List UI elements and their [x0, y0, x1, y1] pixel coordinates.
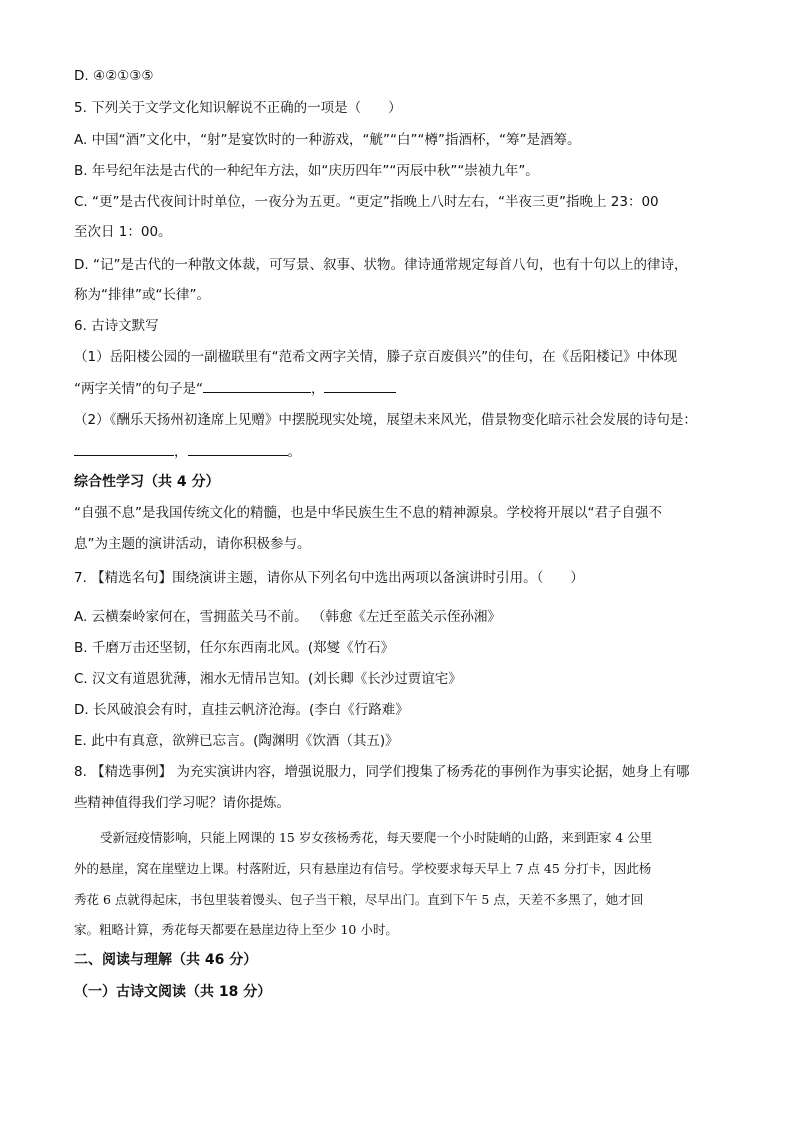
q7-option-d: D. 长风破浪会有时，直挂云帆济沧海。(李白《行路难》 — [74, 702, 409, 718]
passage-line3: 秀花 6 点就得起床，书包里装着馒头、包子当干粮，尽早出门。直到下午 5 点，天差不多黑了，她才回 — [74, 892, 644, 907]
passage-line2: 外的悬崖，窝在崖壁边上课。村落附近，只有悬崖边有信号。学校要求每天早上 7 点 45 分打卡，因此杨 — [74, 861, 652, 876]
q6-part1-line2 — [74, 378, 396, 399]
q7-option-c: C. 汉文有道恩犹薄，湘水无情吊岂知。(刘长卿《长沙过贾谊宅》 — [74, 671, 462, 687]
q5-option-c-line1: C. “更”是古代夜间计时单位，一夜分为五更。“更定”指晚上八时左右，“半夜三更”指晚上 23：00 — [74, 194, 659, 210]
q7-option-e: E. 此中有真意，欲辨已忘言。(陶渊明《饮酒（其五)》 — [74, 733, 399, 749]
section-heading-reading: 二、阅读与理解（共 46 分） — [74, 952, 258, 968]
q5-option-c-line2: 至次日 1：00。 — [74, 224, 172, 240]
q4-option-d: D. ④②①③⑤ — [74, 68, 154, 84]
q7-option-a: A. 云横秦岭家何在，雪拥蓝关马不前。 （韩愈《左迁至蓝关示侄孙湘》 — [74, 609, 501, 625]
q6-stem: 6. 古诗文默写 — [74, 318, 159, 334]
q5-option-d-line1: D. “记”是古代的一种散文体裁，可写景、叙事、状物。律诗通常规定每首八句，也有十句以上的律诗， — [74, 257, 688, 273]
q7-option-b: B. 千磨万击还坚韧，任尔东西南北风。(郑燮《竹石》 — [74, 640, 395, 656]
q6-part1-separator: ， — [310, 381, 325, 397]
subsection-heading-poetry: （一）古诗文阅读（共 18 分） — [74, 984, 272, 1000]
q6-part1-prefix: “两字关情”的句子是“ — [74, 381, 203, 397]
q5-option-d-line2: 称为“排律”或“长律”。 — [74, 287, 210, 303]
section-heading-comprehensive: 综合性学习（共 4 分） — [74, 474, 220, 490]
q6-part2-end: 。 — [287, 444, 301, 460]
answer-blank[interactable] — [74, 441, 174, 456]
q8-stem-line2: 些精神值得我们学习呢？请你提炼。 — [74, 795, 290, 811]
intro-line2: 息”为主题的演讲活动，请你积极参与。 — [74, 536, 311, 552]
intro-line1: “自强不息”是我国传统文化的精髓，也是中华民族生生不息的精神源泉。学校将开展以“君子自强不 — [74, 505, 662, 521]
q8-stem-line1: 8. 【精选事例】 为充实演讲内容，增强说服力，同学们搜集了杨秀花的事例作为事实论据，她身上有哪 — [74, 764, 690, 780]
q6-part2-line2 — [74, 441, 301, 462]
q6-part1-line1: （1）岳阳楼公园的一副楹联里有“范希文两字关情，滕子京百废俱兴”的佳句，在《岳阳楼记》中体现 — [74, 349, 678, 365]
q6-part2-separator: ， — [174, 444, 188, 460]
q5-option-b: B. 年号纪年法是古代的一种纪年方法，如“庆历四年”“丙辰中秋”“崇祯九年”。 — [74, 163, 539, 179]
passage-line4: 家。粗略计算，秀花每天都要在悬崖边待上至少 10 小时。 — [74, 922, 398, 937]
q5-option-a: A. 中国“酒”文化中，“射”是宴饮时的一种游戏，“觥”“白”“樽”指酒杯，“筹”是酒筹。 — [74, 132, 581, 148]
passage-line1: 受新冠疫情影响，只能上网课的 15 岁女孩杨秀花，每天要爬一个小时陡峭的山路，来到距家 4 公里 — [100, 830, 653, 845]
answer-blank[interactable] — [324, 378, 396, 393]
q6-part2-line1: （2）《酬乐天扬州初逢席上见赠》中摆脱现实处境，展望未来风光，借景物变化暗示社会发展的诗句是： — [74, 412, 697, 428]
answer-blank[interactable] — [188, 441, 288, 456]
q5-stem: 5. 下列关于文学文化知识解说不正确的一项是（ ） — [74, 100, 402, 116]
answer-blank[interactable] — [203, 378, 311, 393]
q7-stem: 7. 【精选名句】围绕演讲主题，请你从下列名句中选出两项以备演讲时引用。（ ） — [74, 570, 584, 586]
